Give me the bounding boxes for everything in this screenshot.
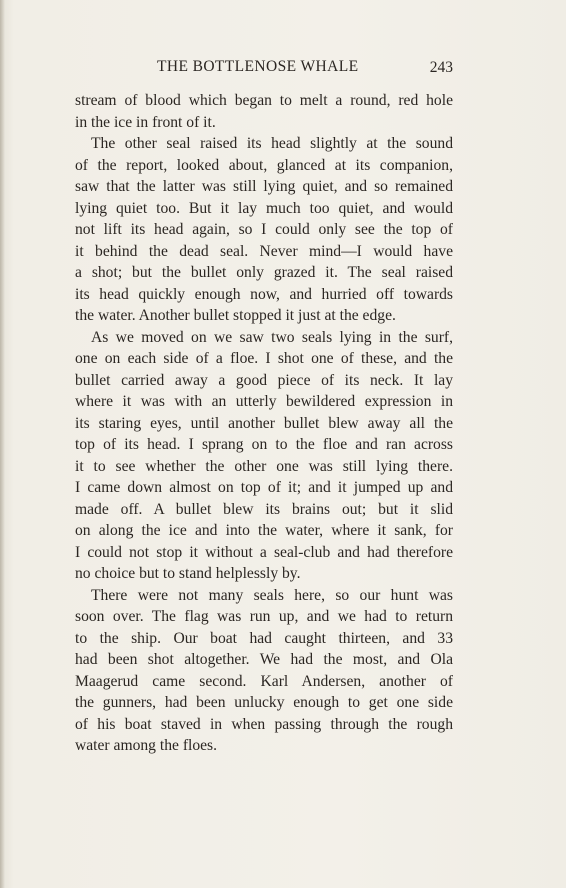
paragraph [75, 90, 453, 133]
paragraph [75, 133, 453, 327]
text-line: the gunners, had been unlucky enough to get one side [75, 694, 453, 711]
text-line: where it was with an utterly bewildered expression in [75, 393, 453, 410]
running-head [75, 58, 453, 80]
text-line: on along the ice and into the water, where it sank, for [75, 522, 453, 539]
text-line: of the report, looked about, glanced at its companion, [75, 156, 453, 174]
text-line: its head quickly enough now, and hurried off towards [75, 285, 453, 303]
page-number: 243 [429, 59, 453, 76]
paragraph [75, 585, 453, 757]
text-line: I came down almost on top of it; and it jumped up and [75, 479, 453, 496]
text-line: water among the floes. [75, 737, 218, 754]
text-line: not lift its head again, so I could only see the top of [75, 221, 453, 238]
text-line: it to see whether the other one was still lying there. [75, 457, 453, 475]
text-line: no choice but to stand helplessly by. [75, 565, 301, 582]
text-line: of his boat staved in when passing through the rough [75, 715, 453, 733]
text-line: its staring eyes, until another bullet blew away all the [75, 414, 453, 432]
gutter-shadow [0, 0, 5, 888]
text-line: made off. A bullet blew its brains out; but it slid [75, 500, 453, 518]
text-line: I could not stop it without a seal-club and had therefore [75, 543, 453, 561]
text-line: it behind the dead seal. Never mind—I would have [75, 242, 453, 260]
text-line: Maagerud came second. Karl Andersen, another of [75, 672, 453, 690]
text-line: As we moved on we saw two seals lying in the surf, [91, 328, 453, 346]
text-line: stream of blood which began to melt a round, red hole [75, 92, 453, 109]
text-line: soon over. The flag was run up, and we had to return [75, 608, 453, 625]
text-line: in the ice in front of it. [75, 113, 216, 131]
text-line: a shot; but the bullet only grazed it. The seal raised [75, 264, 453, 281]
text-line: The other seal raised its head slightly at the sound [91, 135, 453, 152]
text-line: to the ship. Our boat had caught thirteen, and 33 [75, 629, 453, 647]
text-line: bullet carried away a good piece of its neck. It lay [75, 371, 453, 389]
running-title: THE BOTTLENOSE WHALE [157, 58, 359, 75]
text-line: saw that the latter was still lying quiet, and so remained [75, 178, 453, 195]
text-line: lying quiet too. But it lay much too quiet, and would [75, 199, 453, 217]
text-line: There were not many seals here, so our hunt was [91, 586, 453, 604]
text-line: one on each side of a floe. I shot one of these, and the [75, 350, 453, 367]
paragraph [75, 327, 453, 585]
text-line: had been shot altogether. We had the most, and Ola [75, 651, 453, 668]
body-text [75, 90, 453, 757]
text-line: top of its head. I sprang on to the floe and ran across [75, 436, 453, 453]
text-line: the water. Another bullet stopped it just at the edge. [75, 307, 396, 324]
